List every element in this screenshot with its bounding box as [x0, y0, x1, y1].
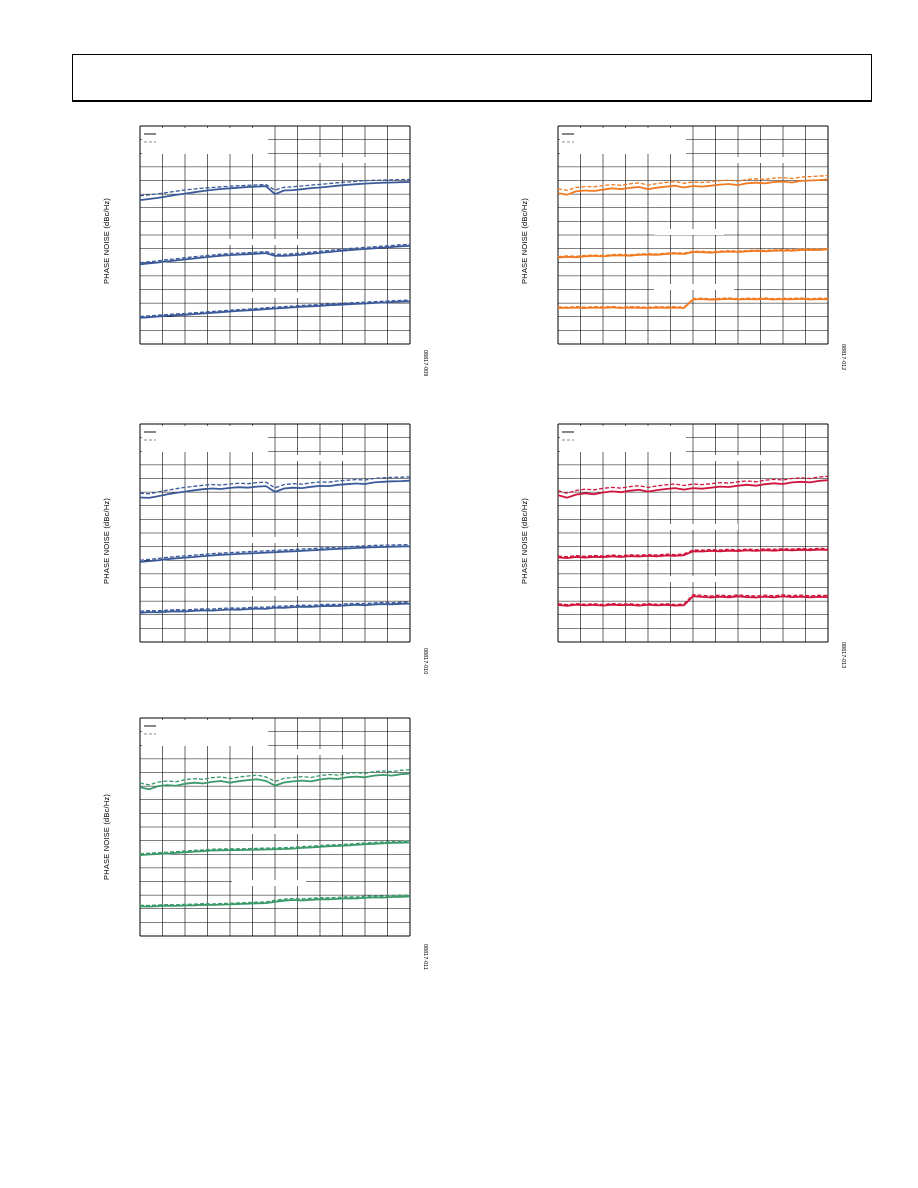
y-axis-label-1: PHASE NOISE (dBc/Hz) [102, 197, 111, 284]
annotation-box [300, 157, 374, 163]
annotation-box [232, 537, 312, 543]
annotation-box [142, 720, 268, 746]
phase-noise-chart-3 [140, 424, 410, 642]
figure-id-3: 08817-010 [422, 648, 428, 675]
figure-id-1: 08817-009 [422, 350, 428, 377]
figure-id-5: 08817-011 [422, 944, 428, 970]
y-axis-label-4: PHASE NOISE (dBc/Hz) [520, 497, 529, 584]
annotation-box [232, 828, 312, 834]
figure-id-4: 08817-013 [840, 642, 846, 669]
annotation-box [232, 880, 306, 886]
annotation-box [288, 749, 362, 755]
phase-noise-chart-1 [140, 126, 410, 344]
annotation-box [142, 426, 268, 452]
annotation-box [288, 455, 362, 461]
annotation-box [560, 128, 686, 154]
phase-noise-chart-5 [140, 718, 410, 936]
annotation-box [706, 455, 782, 461]
annotation-box [232, 292, 306, 298]
annotation-box [662, 576, 734, 582]
chart-plot-area [140, 126, 410, 344]
chart-plot-area [558, 126, 828, 344]
chart-plot-area [140, 424, 410, 642]
annotation-box [142, 128, 268, 154]
annotation-box [560, 426, 686, 452]
y-axis-label-5: PHASE NOISE (dBc/Hz) [102, 793, 111, 880]
page-header-box [72, 54, 872, 102]
y-axis-label-2: PHASE NOISE (dBc/Hz) [520, 197, 529, 284]
phase-noise-chart-4 [558, 424, 828, 642]
figure-id-2: 08817-012 [840, 344, 846, 371]
annotation-box [228, 239, 314, 245]
chart-plot-area [140, 718, 410, 936]
phase-noise-chart-2 [558, 126, 828, 344]
annotation-box [718, 157, 784, 163]
annotation-box [232, 590, 306, 596]
y-axis-label-3: PHASE NOISE (dBc/Hz) [102, 497, 111, 584]
annotation-box [662, 524, 738, 530]
annotation-box [654, 229, 724, 235]
chart-plot-area [558, 424, 828, 642]
annotation-box [654, 284, 734, 290]
